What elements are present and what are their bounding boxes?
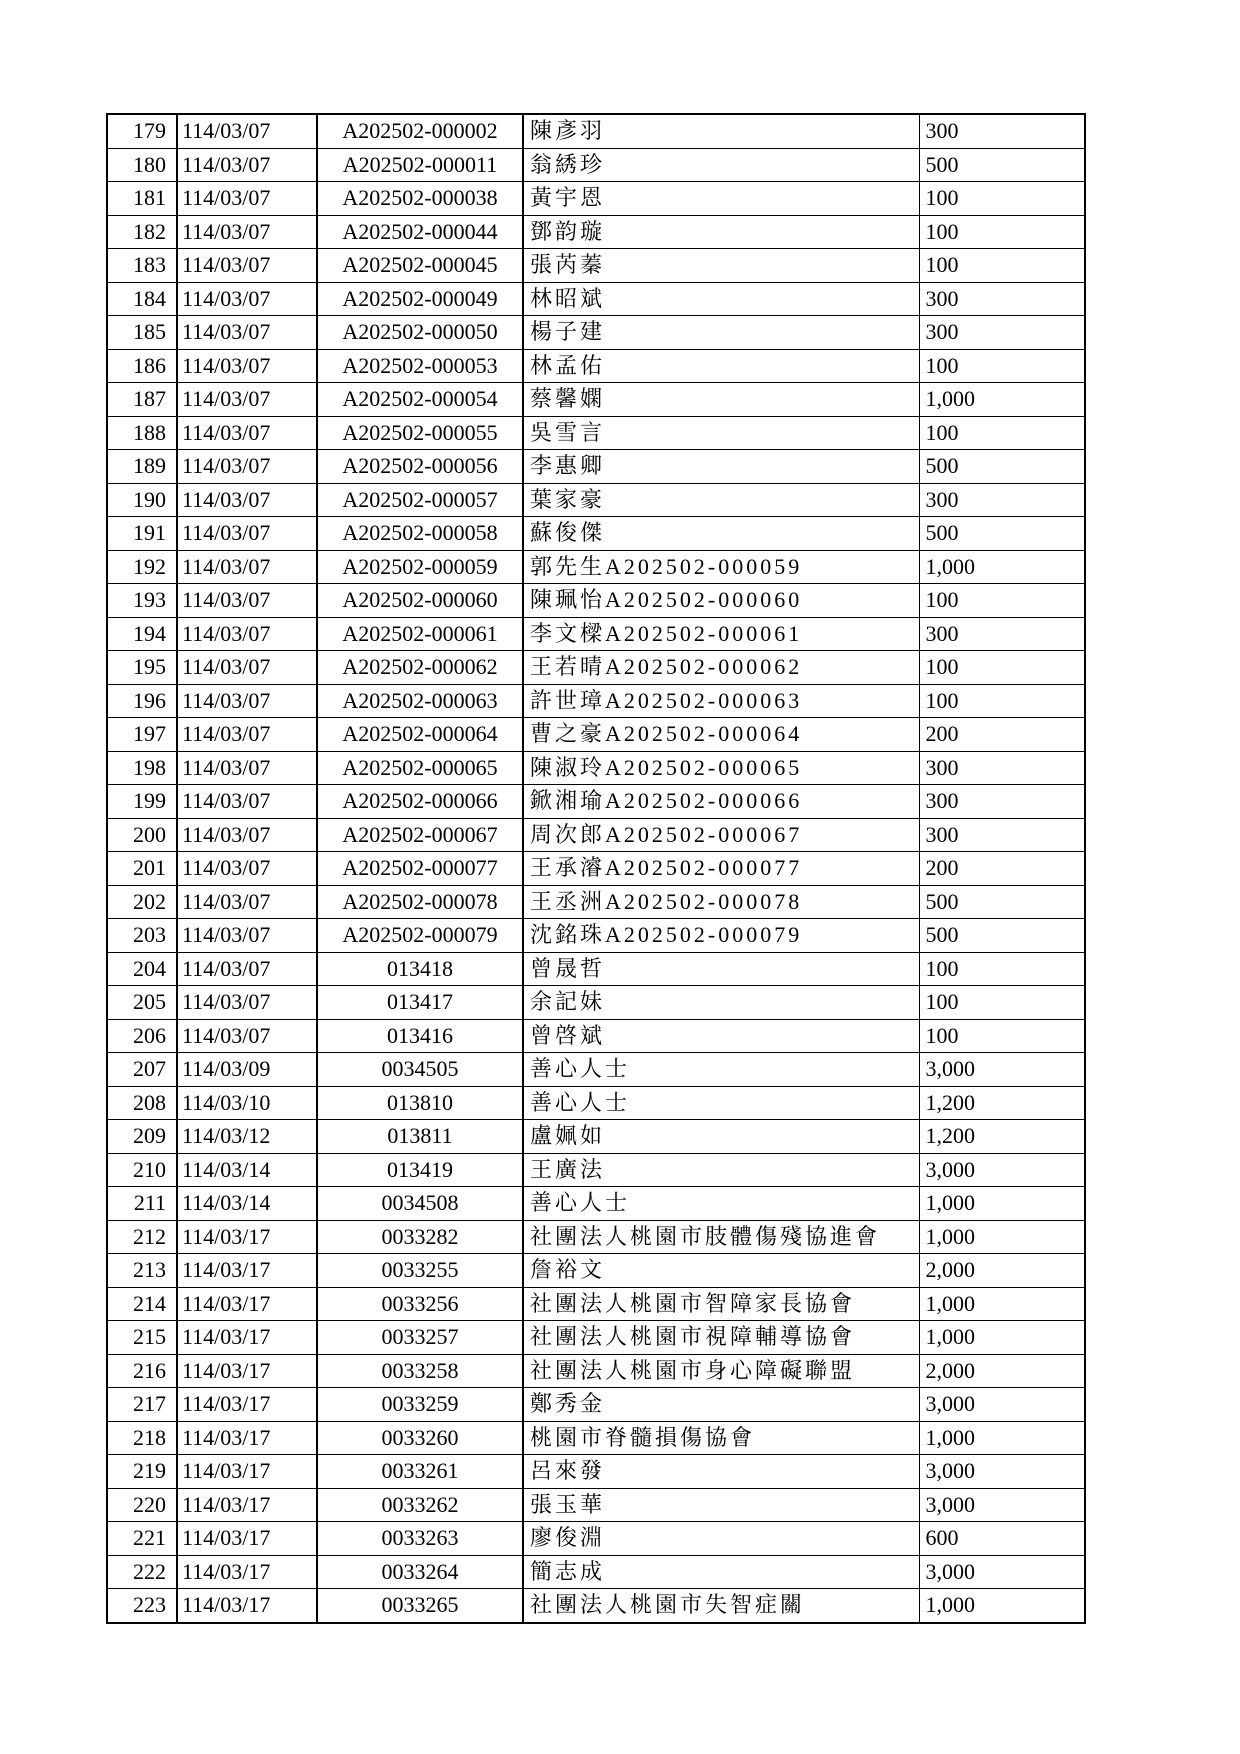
table-row — [107, 718, 1085, 752]
row-number-cell: 219 — [107, 1455, 177, 1489]
receipt-number-cell: A202502-000065 — [317, 751, 523, 785]
receipt-number-cell: 0033255 — [317, 1254, 523, 1288]
donor-name-cell: 社團法人桃園市失智症關 — [523, 1589, 919, 1623]
receipt-number-cell: A202502-000002 — [317, 114, 523, 148]
receipt-number-cell: A202502-000061 — [317, 617, 523, 651]
amount-cell: 300 — [919, 818, 1085, 852]
receipt-number-cell: 0033258 — [317, 1354, 523, 1388]
amount-cell: 300 — [919, 114, 1085, 148]
date-cell: 114/03/17 — [177, 1455, 317, 1489]
row-number-cell: 207 — [107, 1053, 177, 1087]
date-cell: 114/03/07 — [177, 249, 317, 283]
table-row — [107, 785, 1085, 819]
row-number-cell: 183 — [107, 249, 177, 283]
table-row — [107, 148, 1085, 182]
row-number-cell: 203 — [107, 919, 177, 953]
donor-name-cell: 郭先生A202502-000059 — [523, 550, 919, 584]
amount-cell: 500 — [919, 885, 1085, 919]
table-row — [107, 182, 1085, 216]
table-row — [107, 986, 1085, 1020]
date-cell: 114/03/07 — [177, 215, 317, 249]
receipt-number-cell: A202502-000059 — [317, 550, 523, 584]
donor-name-cell: 李惠卿 — [523, 450, 919, 484]
row-number-cell: 196 — [107, 684, 177, 718]
table-row — [107, 1354, 1085, 1388]
date-cell: 114/03/07 — [177, 718, 317, 752]
receipt-number-cell: A202502-000045 — [317, 249, 523, 283]
row-number-cell: 189 — [107, 450, 177, 484]
date-cell: 114/03/07 — [177, 550, 317, 584]
table-row — [107, 818, 1085, 852]
receipt-number-cell: 013419 — [317, 1153, 523, 1187]
date-cell: 114/03/17 — [177, 1287, 317, 1321]
donor-name-cell: 林昭斌 — [523, 282, 919, 316]
donor-name-cell: 陳珮怡A202502-000060 — [523, 584, 919, 618]
table-row — [107, 349, 1085, 383]
row-number-cell: 198 — [107, 751, 177, 785]
donor-name-cell: 楊子建 — [523, 316, 919, 350]
receipt-number-cell: A202502-000062 — [317, 651, 523, 685]
amount-cell: 100 — [919, 986, 1085, 1020]
table-row — [107, 919, 1085, 953]
row-number-cell: 180 — [107, 148, 177, 182]
date-cell: 114/03/07 — [177, 785, 317, 819]
date-cell: 114/03/07 — [177, 316, 317, 350]
date-cell: 114/03/07 — [177, 651, 317, 685]
amount-cell: 300 — [919, 282, 1085, 316]
amount-cell: 1,000 — [919, 550, 1085, 584]
table-row — [107, 1053, 1085, 1087]
amount-cell: 300 — [919, 316, 1085, 350]
donor-name-cell: 善心人士 — [523, 1086, 919, 1120]
donor-name-cell: 沈銘珠A202502-000079 — [523, 919, 919, 953]
amount-cell: 1,000 — [919, 1589, 1085, 1623]
donor-name-cell: 廖俊淵 — [523, 1522, 919, 1556]
date-cell: 114/03/07 — [177, 383, 317, 417]
receipt-number-cell: A202502-000064 — [317, 718, 523, 752]
table-row — [107, 517, 1085, 551]
row-number-cell: 191 — [107, 517, 177, 551]
row-number-cell: 184 — [107, 282, 177, 316]
receipt-number-cell: A202502-000011 — [317, 148, 523, 182]
receipt-number-cell: A202502-000077 — [317, 852, 523, 886]
amount-cell: 300 — [919, 483, 1085, 517]
table-row — [107, 450, 1085, 484]
date-cell: 114/03/07 — [177, 114, 317, 148]
table-row — [107, 617, 1085, 651]
date-cell: 114/03/17 — [177, 1488, 317, 1522]
donor-name-cell: 鄧韵璇 — [523, 215, 919, 249]
receipt-number-cell: A202502-000044 — [317, 215, 523, 249]
row-number-cell: 181 — [107, 182, 177, 216]
date-cell: 114/03/07 — [177, 684, 317, 718]
row-number-cell: 212 — [107, 1220, 177, 1254]
donor-name-cell: 桃園市脊髓損傷協會 — [523, 1421, 919, 1455]
amount-cell: 300 — [919, 751, 1085, 785]
row-number-cell: 188 — [107, 416, 177, 450]
amount-cell: 300 — [919, 785, 1085, 819]
table-row — [107, 885, 1085, 919]
amount-cell: 500 — [919, 919, 1085, 953]
donor-name-cell: 鍁湘瑜A202502-000066 — [523, 785, 919, 819]
receipt-number-cell: 0033264 — [317, 1555, 523, 1589]
receipt-number-cell: 0033259 — [317, 1388, 523, 1422]
date-cell: 114/03/07 — [177, 349, 317, 383]
amount-cell: 500 — [919, 148, 1085, 182]
receipt-number-cell: 013417 — [317, 986, 523, 1020]
donor-name-cell: 余記妹 — [523, 986, 919, 1020]
row-number-cell: 215 — [107, 1321, 177, 1355]
amount-cell: 100 — [919, 651, 1085, 685]
table-row — [107, 550, 1085, 584]
table-row — [107, 1287, 1085, 1321]
receipt-number-cell: 013416 — [317, 1019, 523, 1053]
receipt-number-cell: A202502-000049 — [317, 282, 523, 316]
table-row — [107, 1555, 1085, 1589]
table-row — [107, 651, 1085, 685]
row-number-cell: 185 — [107, 316, 177, 350]
receipt-number-cell: 0033260 — [317, 1421, 523, 1455]
date-cell: 114/03/07 — [177, 450, 317, 484]
date-cell: 114/03/17 — [177, 1555, 317, 1589]
row-number-cell: 214 — [107, 1287, 177, 1321]
row-number-cell: 211 — [107, 1187, 177, 1221]
row-number-cell: 179 — [107, 114, 177, 148]
table-row — [107, 1187, 1085, 1221]
donor-name-cell: 陳淑玲A202502-000065 — [523, 751, 919, 785]
donor-name-cell: 王承濬A202502-000077 — [523, 852, 919, 886]
table-row — [107, 584, 1085, 618]
row-number-cell: 190 — [107, 483, 177, 517]
date-cell: 114/03/07 — [177, 282, 317, 316]
amount-cell: 3,000 — [919, 1488, 1085, 1522]
row-number-cell: 200 — [107, 818, 177, 852]
table-row — [107, 1153, 1085, 1187]
row-number-cell: 205 — [107, 986, 177, 1020]
donor-name-cell: 曹之豪A202502-000064 — [523, 718, 919, 752]
row-number-cell: 223 — [107, 1589, 177, 1623]
donation-table — [106, 113, 1086, 1624]
table-row — [107, 1421, 1085, 1455]
row-number-cell: 186 — [107, 349, 177, 383]
date-cell: 114/03/07 — [177, 617, 317, 651]
row-number-cell: 217 — [107, 1388, 177, 1422]
donor-name-cell: 吳雪言 — [523, 416, 919, 450]
date-cell: 114/03/17 — [177, 1522, 317, 1556]
receipt-number-cell: 0033261 — [317, 1455, 523, 1489]
row-number-cell: 204 — [107, 952, 177, 986]
date-cell: 114/03/17 — [177, 1388, 317, 1422]
row-number-cell: 187 — [107, 383, 177, 417]
receipt-number-cell: A202502-000057 — [317, 483, 523, 517]
amount-cell: 3,000 — [919, 1455, 1085, 1489]
donor-name-cell: 呂來發 — [523, 1455, 919, 1489]
table-row — [107, 684, 1085, 718]
date-cell: 114/03/14 — [177, 1153, 317, 1187]
receipt-number-cell: A202502-000050 — [317, 316, 523, 350]
amount-cell: 200 — [919, 852, 1085, 886]
amount-cell: 2,000 — [919, 1354, 1085, 1388]
receipt-number-cell: A202502-000066 — [317, 785, 523, 819]
receipt-number-cell: 0033256 — [317, 1287, 523, 1321]
table-row — [107, 1220, 1085, 1254]
donor-name-cell: 張芮蓁 — [523, 249, 919, 283]
date-cell: 114/03/17 — [177, 1254, 317, 1288]
date-cell: 114/03/07 — [177, 416, 317, 450]
row-number-cell: 216 — [107, 1354, 177, 1388]
date-cell: 114/03/07 — [177, 986, 317, 1020]
table-row — [107, 852, 1085, 886]
row-number-cell: 213 — [107, 1254, 177, 1288]
amount-cell: 1,000 — [919, 383, 1085, 417]
table-row — [107, 416, 1085, 450]
date-cell: 114/03/07 — [177, 517, 317, 551]
row-number-cell: 197 — [107, 718, 177, 752]
table-row — [107, 1388, 1085, 1422]
date-cell: 114/03/07 — [177, 148, 317, 182]
date-cell: 114/03/17 — [177, 1354, 317, 1388]
donor-name-cell: 善心人士 — [523, 1053, 919, 1087]
donor-name-cell: 善心人士 — [523, 1187, 919, 1221]
donor-name-cell: 社團法人桃園市智障家長協會 — [523, 1287, 919, 1321]
donor-name-cell: 陳彥羽 — [523, 114, 919, 148]
date-cell: 114/03/07 — [177, 483, 317, 517]
receipt-number-cell: A202502-000056 — [317, 450, 523, 484]
amount-cell: 200 — [919, 718, 1085, 752]
table-row — [107, 1254, 1085, 1288]
receipt-number-cell: A202502-000055 — [317, 416, 523, 450]
table-row — [107, 383, 1085, 417]
amount-cell: 300 — [919, 617, 1085, 651]
date-cell: 114/03/07 — [177, 885, 317, 919]
amount-cell: 3,000 — [919, 1388, 1085, 1422]
date-cell: 114/03/07 — [177, 584, 317, 618]
row-number-cell: 218 — [107, 1421, 177, 1455]
table-row — [107, 316, 1085, 350]
donor-name-cell: 曾啓斌 — [523, 1019, 919, 1053]
donor-name-cell: 盧姵如 — [523, 1120, 919, 1154]
table-row — [107, 751, 1085, 785]
row-number-cell: 201 — [107, 852, 177, 886]
donor-name-cell: 周次郎A202502-000067 — [523, 818, 919, 852]
row-number-cell: 182 — [107, 215, 177, 249]
table-row — [107, 1019, 1085, 1053]
amount-cell: 1,200 — [919, 1120, 1085, 1154]
receipt-number-cell: A202502-000078 — [317, 885, 523, 919]
donor-name-cell: 許世璋A202502-000063 — [523, 684, 919, 718]
amount-cell: 3,000 — [919, 1153, 1085, 1187]
donor-name-cell: 鄭秀金 — [523, 1388, 919, 1422]
amount-cell: 3,000 — [919, 1555, 1085, 1589]
donor-name-cell: 葉家豪 — [523, 483, 919, 517]
amount-cell: 100 — [919, 952, 1085, 986]
receipt-number-cell: 0033282 — [317, 1220, 523, 1254]
amount-cell: 1,000 — [919, 1220, 1085, 1254]
amount-cell: 100 — [919, 249, 1085, 283]
date-cell: 114/03/07 — [177, 952, 317, 986]
table-row — [107, 1455, 1085, 1489]
table-row — [107, 114, 1085, 148]
amount-cell: 1,000 — [919, 1187, 1085, 1221]
donor-name-cell: 社團法人桃園市身心障礙聯盟 — [523, 1354, 919, 1388]
receipt-number-cell: A202502-000067 — [317, 818, 523, 852]
receipt-number-cell: A202502-000063 — [317, 684, 523, 718]
row-number-cell: 206 — [107, 1019, 177, 1053]
donor-name-cell: 王丞洲A202502-000078 — [523, 885, 919, 919]
receipt-number-cell: A202502-000054 — [317, 383, 523, 417]
row-number-cell: 208 — [107, 1086, 177, 1120]
donor-name-cell: 林孟佑 — [523, 349, 919, 383]
amount-cell: 500 — [919, 450, 1085, 484]
donor-name-cell: 蘇俊傑 — [523, 517, 919, 551]
date-cell: 114/03/07 — [177, 818, 317, 852]
row-number-cell: 202 — [107, 885, 177, 919]
table-row — [107, 1086, 1085, 1120]
table-row — [107, 282, 1085, 316]
amount-cell: 100 — [919, 416, 1085, 450]
date-cell: 114/03/12 — [177, 1120, 317, 1154]
table-row — [107, 1488, 1085, 1522]
date-cell: 114/03/07 — [177, 182, 317, 216]
date-cell: 114/03/07 — [177, 852, 317, 886]
amount-cell: 1,000 — [919, 1421, 1085, 1455]
donor-name-cell: 張玉華 — [523, 1488, 919, 1522]
amount-cell: 100 — [919, 215, 1085, 249]
date-cell: 114/03/17 — [177, 1589, 317, 1623]
donor-name-cell: 王若晴A202502-000062 — [523, 651, 919, 685]
amount-cell: 2,000 — [919, 1254, 1085, 1288]
donor-name-cell: 黃宇恩 — [523, 182, 919, 216]
table-row — [107, 1120, 1085, 1154]
donor-name-cell: 翁綉珍 — [523, 148, 919, 182]
table-row — [107, 952, 1085, 986]
date-cell: 114/03/07 — [177, 1019, 317, 1053]
row-number-cell: 195 — [107, 651, 177, 685]
donor-name-cell: 曾晟哲 — [523, 952, 919, 986]
amount-cell: 100 — [919, 1019, 1085, 1053]
receipt-number-cell: A202502-000079 — [317, 919, 523, 953]
amount-cell: 100 — [919, 182, 1085, 216]
row-number-cell: 209 — [107, 1120, 177, 1154]
receipt-number-cell: A202502-000058 — [317, 517, 523, 551]
date-cell: 114/03/09 — [177, 1053, 317, 1087]
receipt-number-cell: 0033257 — [317, 1321, 523, 1355]
receipt-number-cell: 0034508 — [317, 1187, 523, 1221]
row-number-cell: 221 — [107, 1522, 177, 1556]
amount-cell: 500 — [919, 517, 1085, 551]
amount-cell: 1,000 — [919, 1287, 1085, 1321]
amount-cell: 100 — [919, 349, 1085, 383]
date-cell: 114/03/17 — [177, 1421, 317, 1455]
receipt-number-cell: A202502-000060 — [317, 584, 523, 618]
row-number-cell: 192 — [107, 550, 177, 584]
receipt-number-cell: 0033263 — [317, 1522, 523, 1556]
donor-name-cell: 社團法人桃園市視障輔導協會 — [523, 1321, 919, 1355]
date-cell: 114/03/07 — [177, 919, 317, 953]
receipt-number-cell: A202502-000053 — [317, 349, 523, 383]
amount-cell: 1,200 — [919, 1086, 1085, 1120]
donor-name-cell: 簡志成 — [523, 1555, 919, 1589]
table-row — [107, 1522, 1085, 1556]
amount-cell: 1,000 — [919, 1321, 1085, 1355]
receipt-number-cell: 013418 — [317, 952, 523, 986]
amount-cell: 3,000 — [919, 1053, 1085, 1087]
donor-name-cell: 蔡馨嫻 — [523, 383, 919, 417]
row-number-cell: 210 — [107, 1153, 177, 1187]
table-row — [107, 483, 1085, 517]
table-row — [107, 215, 1085, 249]
date-cell: 114/03/14 — [177, 1187, 317, 1221]
date-cell: 114/03/17 — [177, 1321, 317, 1355]
table-row — [107, 1321, 1085, 1355]
row-number-cell: 194 — [107, 617, 177, 651]
receipt-number-cell: 0033262 — [317, 1488, 523, 1522]
receipt-number-cell: 0034505 — [317, 1053, 523, 1087]
amount-cell: 100 — [919, 684, 1085, 718]
date-cell: 114/03/17 — [177, 1220, 317, 1254]
amount-cell: 100 — [919, 584, 1085, 618]
row-number-cell: 222 — [107, 1555, 177, 1589]
row-number-cell: 193 — [107, 584, 177, 618]
row-number-cell: 220 — [107, 1488, 177, 1522]
receipt-number-cell: A202502-000038 — [317, 182, 523, 216]
donor-name-cell: 詹裕文 — [523, 1254, 919, 1288]
date-cell: 114/03/10 — [177, 1086, 317, 1120]
donor-name-cell: 李文樑A202502-000061 — [523, 617, 919, 651]
receipt-number-cell: 0033265 — [317, 1589, 523, 1623]
date-cell: 114/03/07 — [177, 751, 317, 785]
receipt-number-cell: 013811 — [317, 1120, 523, 1154]
table-row — [107, 1589, 1085, 1623]
table-row — [107, 249, 1085, 283]
donor-name-cell: 王廣法 — [523, 1153, 919, 1187]
amount-cell: 600 — [919, 1522, 1085, 1556]
donor-name-cell: 社團法人桃園市肢體傷殘協進會 — [523, 1220, 919, 1254]
row-number-cell: 199 — [107, 785, 177, 819]
receipt-number-cell: 013810 — [317, 1086, 523, 1120]
donation-table-body — [107, 114, 1085, 1623]
